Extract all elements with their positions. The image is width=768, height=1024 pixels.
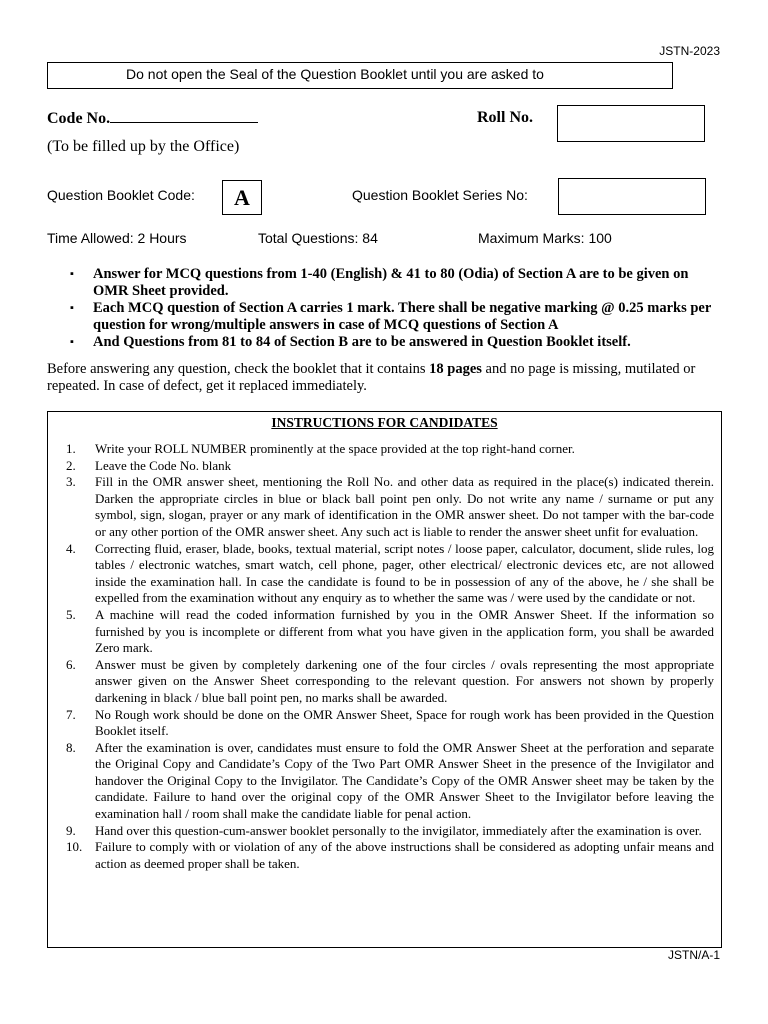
booklet-code-label: Question Booklet Code: [47,187,195,203]
instruction-item [66,839,714,872]
seal-notice: Do not open the Seal of the Question Booklet until you are asked to [126,66,544,82]
instruction-number: 2. [66,457,76,473]
instruction-text: A machine will read the coded information furnished by you in the OMR Answer Sheet. If the information so furnished by you is incomplete or different from what you have given in the application form, you shall be awarded Zero mark. [95,606,714,656]
instruction-number: 9. [66,822,76,838]
instruction-item [66,458,714,475]
instruction-text: Failure to comply with or violation of any of the above instructions shall be considered as adopting unfair means and action as deemed proper shall be taken. [95,839,714,871]
instruction-text: Leave the Code No. blank [95,457,232,473]
time-label: Time Allowed: [47,230,134,246]
page-footer-code: JSTN/A-1 [667,948,720,962]
instruction-item [66,823,714,840]
instruction-number: 5. [66,606,76,622]
rule-item: ▪ And Questions from 81 to 84 of Section B are to be answered in Question Booklet itself. [70,334,720,351]
instruction-text: Hand over this question-cum-answer booklet personally to the invigilator, immediately after the examination is over. [95,822,702,838]
instruction-number: 8. [66,739,76,755]
instruction-item [66,707,714,740]
page-count: 18 pages [429,361,482,377]
instruction-number: 4. [66,540,76,556]
instruction-text: Write your ROLL NUMBER prominently at the space provided at the top right-hand corner. [95,441,575,456]
instruction-number: 7. [66,706,76,722]
booklet-code-box: A [222,180,262,215]
seal-notice-box [47,62,673,89]
time-allowed [47,230,187,246]
instruction-text: Fill in the OMR answer sheet, mentioning the Roll No. and other data as required in the place(s) indicated therein. Darken the appropriate circles in blue or black ball point pen only. Do not write any name / surname or put any symbol, sign, slogan, prayer or any mark of identification in the OMR answer sheet. Do not tamper with the bar-code or any other portion of the OMR answer sheet. Any such act is liable to render the answer sheet unfit for evaluation. [95,474,714,539]
code-no-label: Code No. [47,110,111,127]
instructions-list [66,441,714,872]
code-no-line[interactable] [110,109,258,123]
instruction-text: Answer must be given by completely darkening one of the four circles / ovals representing the most appropriate answer given on the Answer Sheet corresponding to the relevant question. For answers not shown by properly darkening in black / blue ball point pen, no marks shall be awarded. [95,656,714,705]
instruction-item [66,441,714,458]
maximum-marks [478,230,612,246]
paper-code: JSTN-2023 [659,44,720,58]
instruction-number: 3. [66,474,76,490]
time-value: 2 Hours [137,230,187,246]
instruction-text: After the examination is over, candidates must ensure to fold the OMR Answer Sheet at the perforation and separate the Original Copy and Candidate’s Copy of the Two Part OMR Answer Sheet in the presence of the Invigilator and handover the Original Copy to the Invigilator. The Candidate’s Copy of the OMR Answer sheet may be taken by the candidate. Failure to hand over the original copy of the OMR Answer Sheet to the Invigilator before leaving the examination hall / room shall make the candidate liable for penal action. [95,739,714,822]
marks-value: 100 [588,230,612,246]
booklet-series-box[interactable] [558,178,706,215]
check-note-part2: and no page is missing, mutilated or repeated. In case of defect, get it replaced immediately. [47,361,696,394]
instruction-item [66,740,714,823]
office-note: (To be filled up by the Office) [47,138,240,155]
booklet-series-label: Question Booklet Series No: [352,187,528,203]
booklet-check-note [47,361,721,395]
roll-no-box[interactable] [557,105,705,142]
instruction-item [66,541,714,607]
questions-label: Total Questions: [258,230,359,246]
rule-item: ▪ Each MCQ question of Section A carries 1 mark. There shall be negative marking @ 0.25 marks per question for wrong/multiple answers in case of MCQ questions of Section A [70,300,720,334]
instruction-text: Correcting fluid, eraser, blade, books, textual material, script notes / loose paper, calculator, document, slide rules, log tables / electronic watches, smart watch, cell phone, pager, other electrical/ electronic devices etc, are not allowed inside the examination hall. In case the candidate is found to be in possession of any of the above, he / she shall be expelled from the examination without any enquiry as to whether the same was / were used by the candidate or not. [95,540,714,606]
code-no-field [47,109,258,128]
questions-value: 84 [362,230,378,246]
instruction-item [66,474,714,540]
instruction-item [66,657,714,707]
rule-item: ▪ Answer for MCQ questions from 1-40 (English) & 41 to 80 (Odia) of Section A are to be given on OMR Sheet provided. [70,266,720,300]
instruction-number: 10. [66,839,83,855]
instruction-number: 1. [66,441,76,456]
total-questions [258,230,378,246]
instructions-title: INSTRUCTIONS FOR CANDIDATES [271,415,498,430]
check-note-part1: Before answering any question, check the booklet that it contains [47,361,430,377]
instruction-number: 6. [66,656,76,672]
instruction-text: No Rough work should be done on the OMR Answer Sheet, Space for rough work has been provided in the Question Booklet itself. [95,706,714,739]
section-rules-list [70,266,720,351]
roll-no-label: Roll No. [477,109,533,126]
marks-label: Maximum Marks: [478,230,585,246]
instruction-item [66,607,714,657]
